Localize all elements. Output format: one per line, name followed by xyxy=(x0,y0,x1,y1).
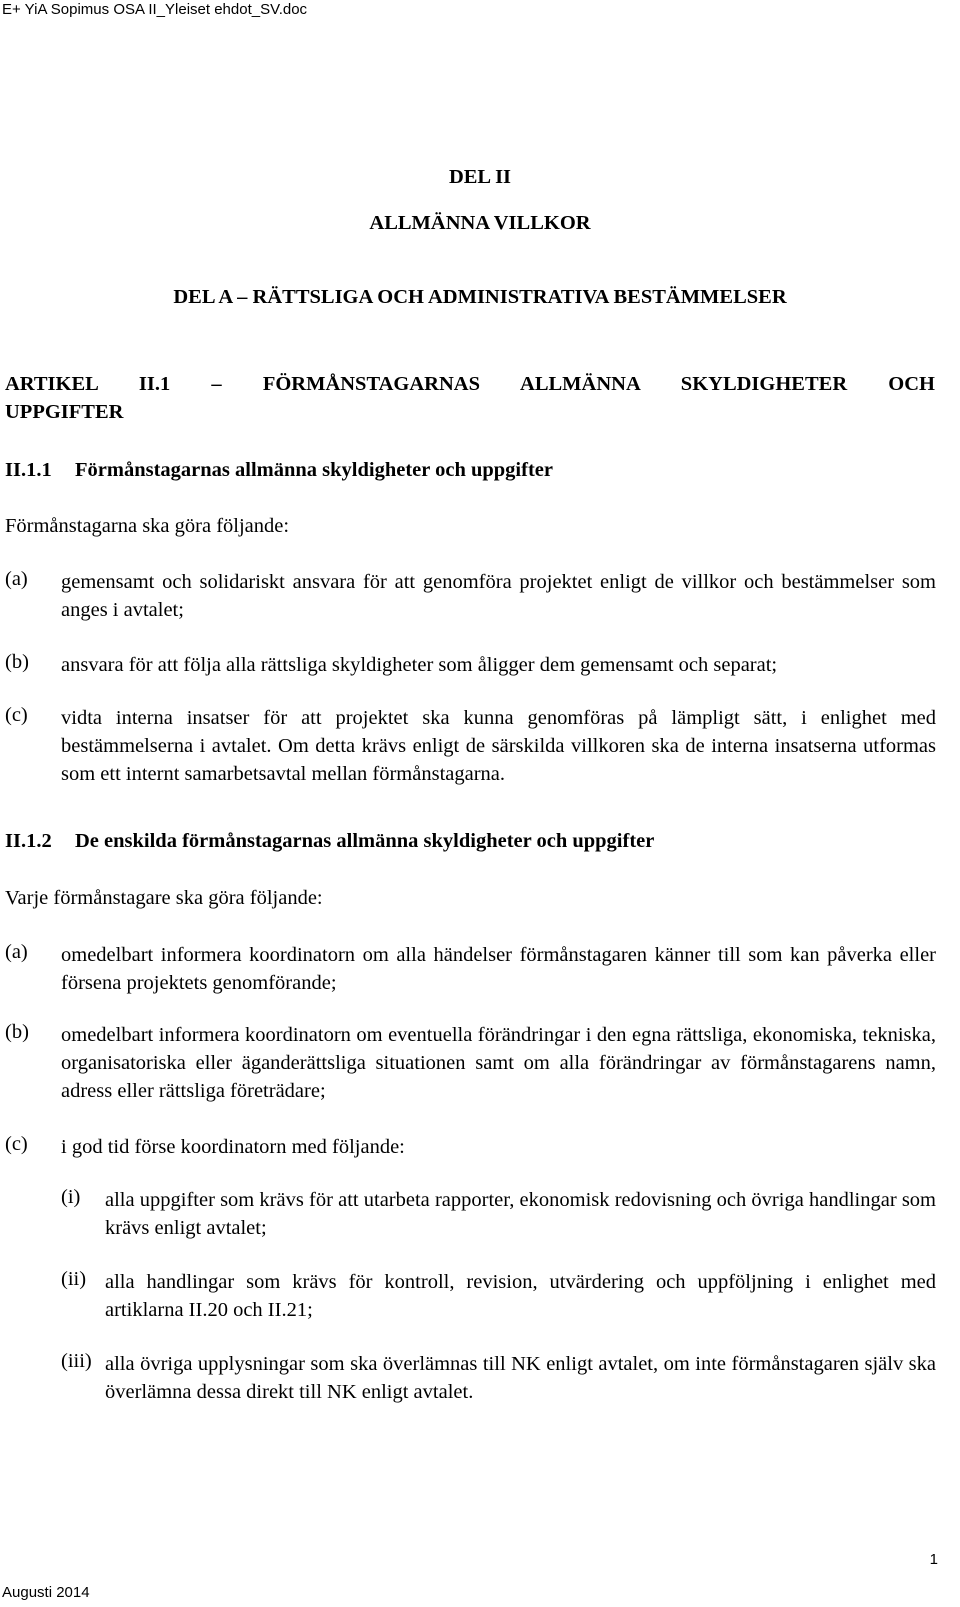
list-label: (b) xyxy=(5,651,29,673)
sublist-item: alla uppgifter som krävs för att utarbeta rapporter, ekonomisk redovisning och övriga handlingar som krävs enligt avtalet; xyxy=(105,1189,936,1239)
list-item: ansvara för att följa alla rättsliga skyldigheter som åligger dem gemensamt och separat; xyxy=(61,654,778,676)
section-intro: Förmånstagarna ska göra följande: xyxy=(5,515,290,537)
list-item: omedelbart informera koordinatorn om alla händelser förmånstagaren känner till som kan påverka eller försena projektets genomförande; xyxy=(61,944,936,994)
sublist-label: (ii) xyxy=(61,1268,87,1290)
article-heading-line2: UPPGIFTER xyxy=(5,401,124,423)
section-title: De enskilda förmånstagarnas allmänna skyldigheter och uppgifter xyxy=(75,830,655,852)
header-filename: E+ YiA Sopimus OSA II_Yleiset ehdot_SV.doc xyxy=(2,1,308,18)
list-item: i god tid förse koordinatorn med följande: xyxy=(61,1136,405,1158)
part-title: DEL II xyxy=(448,166,512,188)
list-item: vidta interna insatser för att projektet ska kunna genomföras på lämpligt sätt, i enlighet med bestämmelserna i avtalet. Om detta krävs enligt de särskilda villkoren ska de interna insatserna utformas som ett internt samarbetsavtal mellan förmånstagarna. xyxy=(61,707,936,785)
part-a-title: DEL A – RÄTTSLIGA OCH ADMINISTRATIVA BESTÄMMELSER xyxy=(173,286,787,308)
general-conditions-title: ALLMÄNNA VILLKOR xyxy=(369,212,591,234)
page-number: 1 xyxy=(929,1551,938,1568)
sublist-label: (i) xyxy=(61,1186,81,1208)
section-intro: Varje förmånstagare ska göra följande: xyxy=(5,887,323,909)
list-label: (a) xyxy=(5,568,28,590)
list-label: (b) xyxy=(5,1021,29,1043)
list-item: gemensamt och solidariskt ansvara för att genomföra projektet enligt de villkor och bestämmelser som anges i avtalet; xyxy=(61,571,936,621)
section-heading xyxy=(5,830,654,853)
section-heading xyxy=(5,459,553,482)
article-heading-line1: ARTIKEL II.1 – FÖRMÅNSTAGARNAS ALLMÄNNA SKYLDIGHETER OCH xyxy=(5,373,935,395)
footer-date: Augusti 2014 xyxy=(2,1584,90,1601)
section-number: II.1.1 xyxy=(5,459,52,481)
section-title: Förmånstagarnas allmänna skyldigheter och uppgifter xyxy=(75,459,553,481)
sublist-label: (iii) xyxy=(61,1350,92,1372)
section-number: II.1.2 xyxy=(5,830,52,852)
list-label: (c) xyxy=(5,1133,28,1155)
list-item: omedelbart informera koordinatorn om eventuella förändringar i den egna rättsliga, ekonomiska, tekniska, organisatoriska eller äganderättsliga situationen samt om alla förändringar av förmånstagarens namn, adress eller rättsliga företrädare; xyxy=(61,1024,936,1102)
sublist-item: alla övriga upplysningar som ska överlämnas till NK enligt avtalet, om inte förmånstagaren själv ska överlämna dessa direkt till NK enligt avtalet. xyxy=(105,1353,936,1403)
list-label: (c) xyxy=(5,704,28,726)
sublist-item: alla handlingar som krävs för kontroll, revision, utvärdering och uppföljning i enlighet med artiklarna II.20 och II.21; xyxy=(105,1271,936,1321)
list-label: (a) xyxy=(5,941,28,963)
